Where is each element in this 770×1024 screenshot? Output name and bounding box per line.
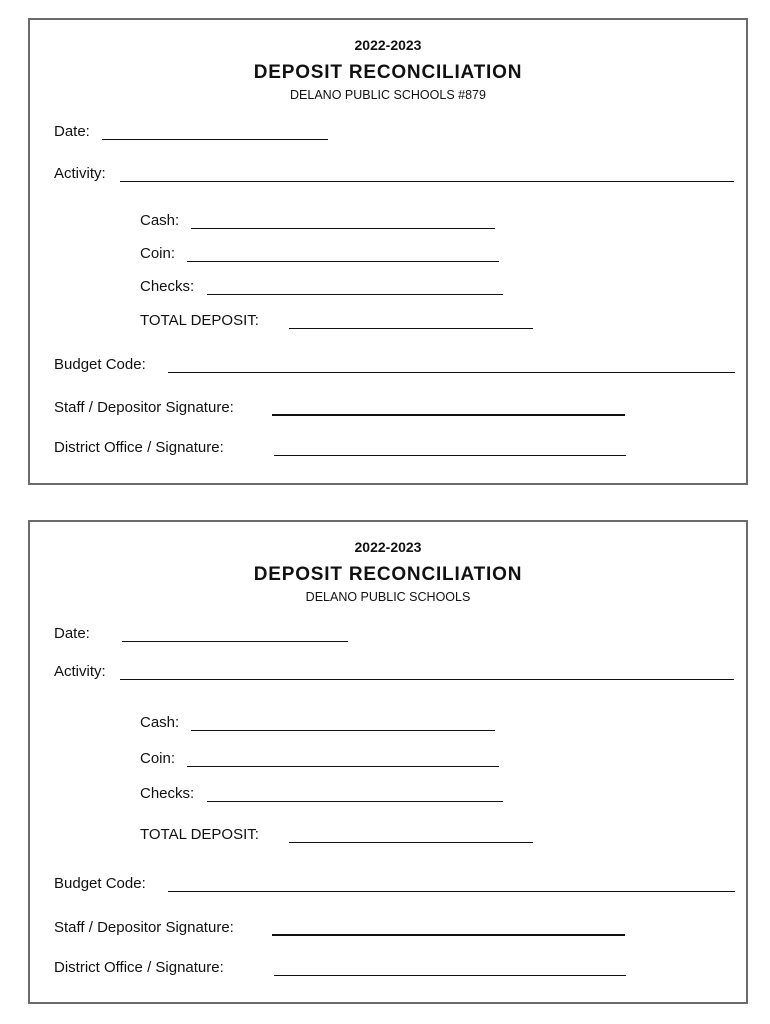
date-field[interactable]	[122, 641, 348, 642]
date-label: Date:	[54, 625, 90, 642]
budget-code-label: Budget Code:	[54, 356, 146, 373]
coin-label: Coin:	[140, 245, 176, 262]
organization-name: DELANO PUBLIC SCHOOLS #879	[290, 88, 486, 102]
budget-code-field[interactable]	[168, 891, 735, 892]
budget-code-label: Budget Code:	[54, 875, 146, 892]
date-label: Date:	[54, 123, 90, 140]
activity-field[interactable]	[120, 679, 734, 680]
district-signature-field[interactable]	[274, 455, 626, 456]
checks-field[interactable]	[207, 801, 503, 802]
total-deposit-label: TOTAL DEPOSIT:	[140, 826, 259, 843]
district-signature-label: District Office / Signature:	[54, 439, 224, 456]
budget-code-field[interactable]	[168, 372, 735, 373]
total-deposit-field[interactable]	[289, 328, 533, 329]
staff-signature-field[interactable]	[272, 934, 625, 936]
cash-field[interactable]	[191, 730, 495, 731]
activity-label: Activity:	[54, 165, 106, 182]
coin-label: Coin:	[140, 750, 176, 767]
form-year: 2022-2023	[354, 539, 422, 555]
total-deposit-field[interactable]	[289, 842, 533, 843]
form-title: DEPOSIT RECONCILIATION	[253, 564, 523, 585]
date-field[interactable]	[102, 139, 328, 140]
checks-label: Checks:	[140, 278, 195, 295]
deposit-reconciliation-form-2	[28, 520, 748, 1004]
form-year: 2022-2023	[354, 37, 422, 53]
checks-field[interactable]	[207, 294, 503, 295]
district-signature-field[interactable]	[274, 975, 626, 976]
cash-field[interactable]	[191, 228, 495, 229]
total-deposit-label: TOTAL DEPOSIT:	[140, 312, 259, 329]
organization-name: DELANO PUBLIC SCHOOLS	[305, 590, 471, 604]
checks-label: Checks:	[140, 785, 195, 802]
coin-field[interactable]	[187, 766, 499, 767]
form-title: DEPOSIT RECONCILIATION	[253, 62, 523, 83]
district-signature-label: District Office / Signature:	[54, 959, 224, 976]
deposit-reconciliation-form-1	[28, 18, 748, 485]
staff-signature-label: Staff / Depositor Signature:	[54, 399, 234, 416]
staff-signature-label: Staff / Depositor Signature:	[54, 919, 234, 936]
activity-label: Activity:	[54, 663, 106, 680]
staff-signature-field[interactable]	[272, 414, 625, 416]
activity-field[interactable]	[120, 181, 734, 182]
cash-label: Cash:	[140, 212, 180, 229]
cash-label: Cash:	[140, 714, 180, 731]
coin-field[interactable]	[187, 261, 499, 262]
